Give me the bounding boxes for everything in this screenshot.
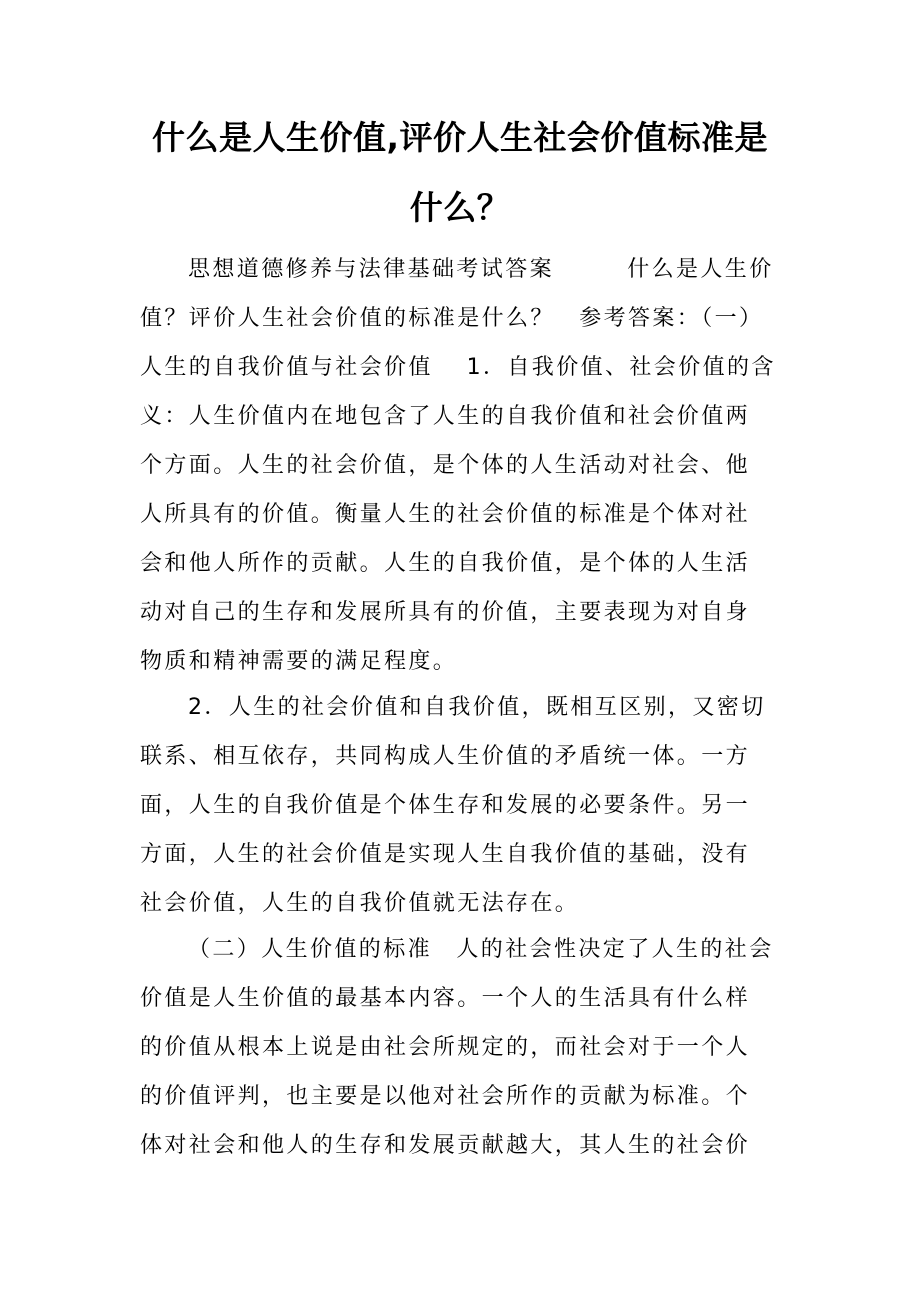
body-line: 物质和精神需要的满足程度。 [140,649,458,674]
body-line: 2．人生的社会价值和自我价值，既相互区别，又密切 [188,695,766,720]
body-line: 动对自己的生存和发展所具有的价值，主要表现为对自身 [140,600,751,625]
body-line: 社会价值，人生的自我价值就无法存在。 [140,891,580,916]
body-line: 值？评价人生社会价值的标准是什么？ 参考答案：（一） [140,306,764,331]
body-line: 的价值从根本上说是由社会所规定的，而社会对于一个人 [140,1035,751,1060]
body-line: 人所具有的价值。衡量人生的社会价值的标准是个体对社 [140,502,751,527]
body-line: 体对社会和他人的生存和发展贡献越大，其人生的社会价 [140,1133,751,1158]
body-line: 价值是人生价值的最基本内容。一个人的生活具有什么样 [140,986,751,1011]
document-title-line-2: 什么？ [409,188,511,227]
body-line: 的价值评判，也主要是以他对社会所作的贡献为标准。个 [140,1084,751,1109]
document-title-line-1: 什么是人生价值,评价人生社会价值标准是 [151,118,769,157]
body-line: 人生的自我价值与社会价值 1．自我价值、社会价值的含 [140,355,776,380]
body-line: 面，人生的自我价值是个体生存和发展的必要条件。另一 [140,793,751,818]
body-line: 联系、相互依存，共同构成人生价值的矛盾统一体。一方 [140,744,751,769]
body-line: 个方面。人生的社会价值，是个体的人生活动对社会、他 [140,453,751,478]
body-line: 会和他人所作的贡献。人生的自我价值，是个体的人生活 [140,551,751,576]
body-line: 义：人生价值内在地包含了人生的自我价值和社会价值两 [140,404,751,429]
body-line: 方面，人生的社会价值是实现人生自我价值的基础，没有 [140,842,751,867]
body-line: 思想道德修养与法律基础考试答案 什么是人生价 [188,257,774,282]
body-line: （二）人生价值的标准 人的社会性决定了人生的社会 [188,937,774,962]
